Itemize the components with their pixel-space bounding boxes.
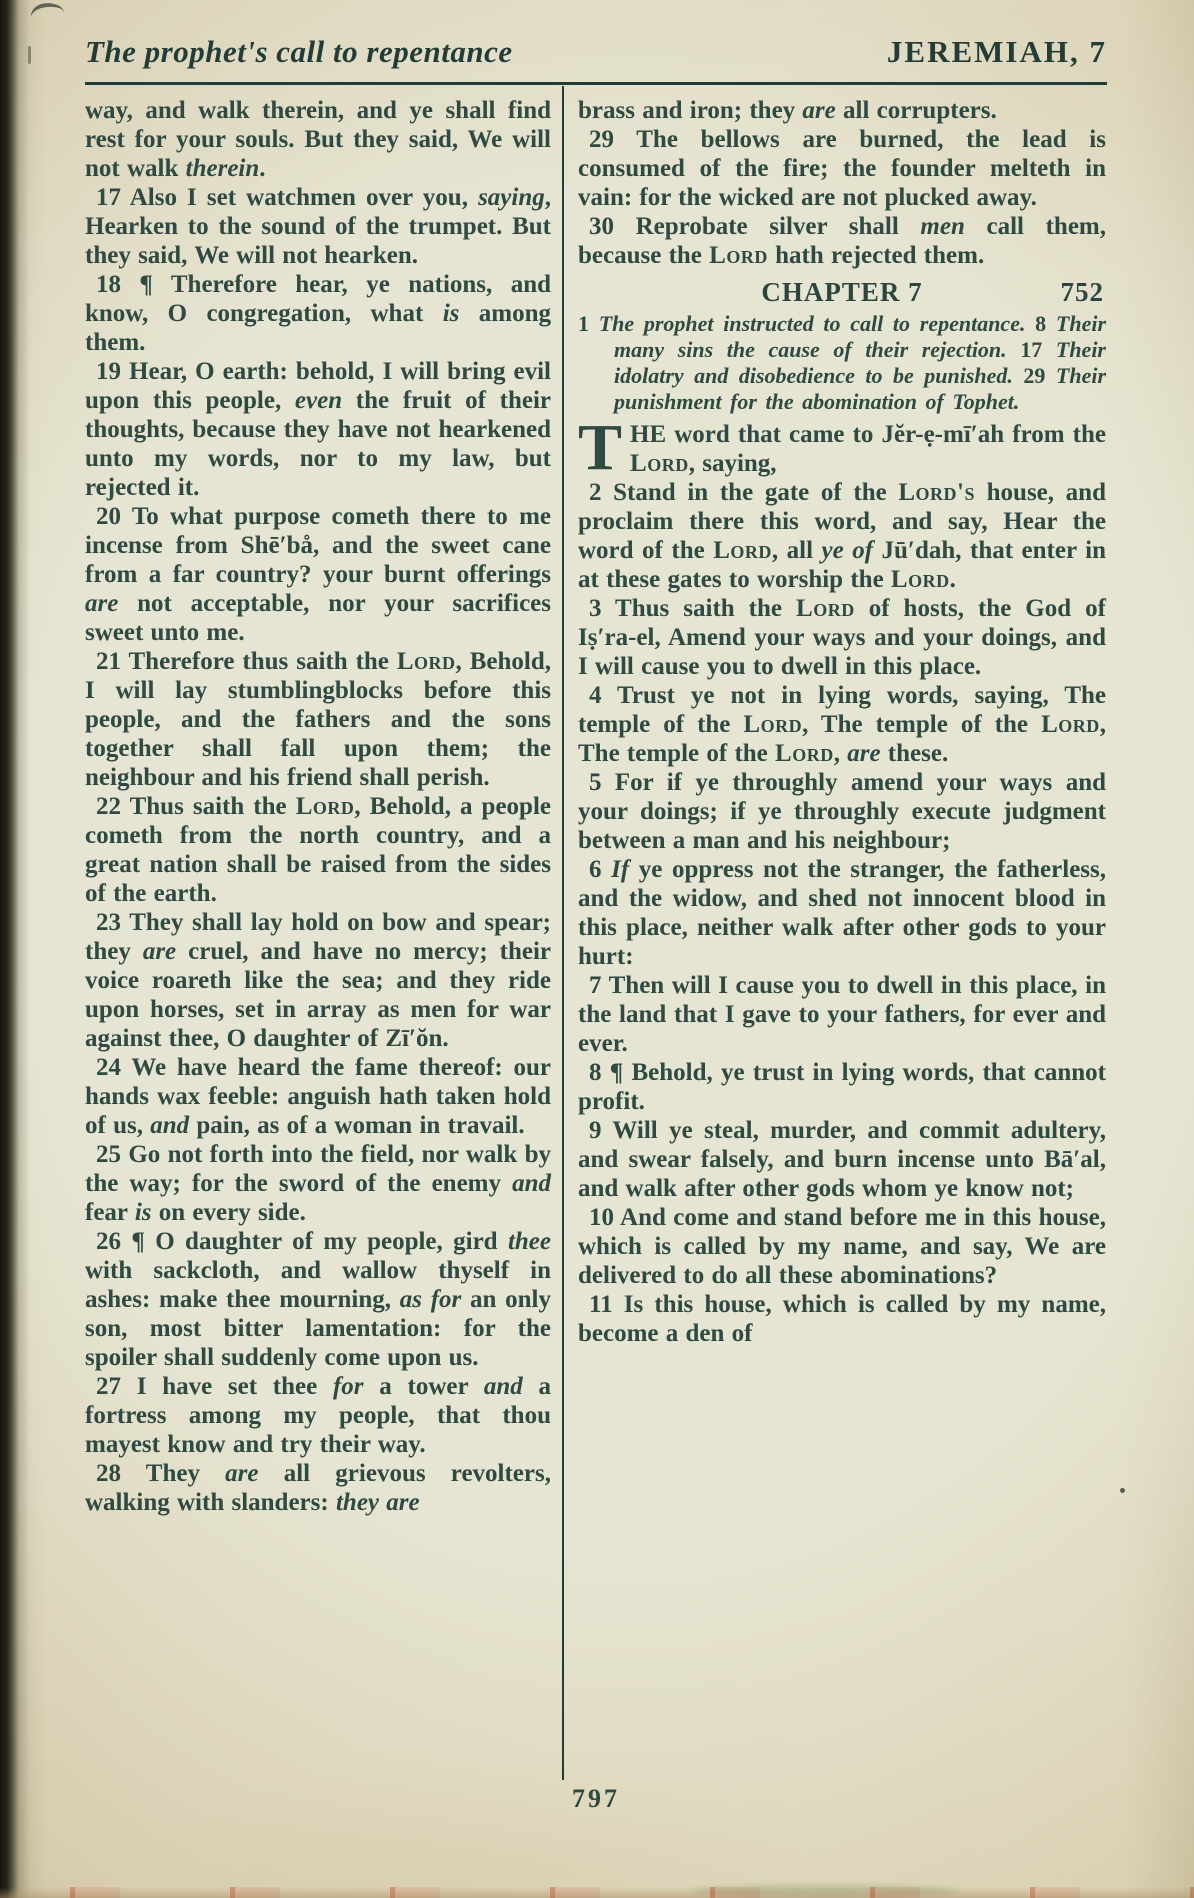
- verse-paragraph: 23 They shall lay hold on bow and spear; they are cruel, and have no mercy; their voice roareth like the sea; and they ride upon horses, set in array as men for war against thee, O daughter of Zī′ŏn.: [85, 909, 551, 1052]
- scan-artifact-tick: [28, 46, 31, 64]
- chapter-ref-number: 752: [1060, 277, 1104, 307]
- book-spine-edge: [0, 0, 30, 1898]
- verse-paragraph: 19 Hear, O earth: behold, I will bring evil upon this people, even the fruit of their thoughts, because they have not hearkened unto my words, nor to my law, but rejected it.: [85, 358, 551, 501]
- verse-paragraph: way, and walk therein, and ye shall find rest for your souls. But they said, We will not walk therein.: [85, 97, 551, 182]
- chapter-title: CHAPTER 7: [761, 277, 923, 307]
- page-number: 797: [572, 1784, 620, 1813]
- left-column: [85, 96, 551, 1517]
- verse-paragraph: 18 ¶ Therefore hear, ye nations, and know, O congregation, what is among them.: [85, 271, 551, 356]
- verse-paragraph: 11 Is this house, which is called by my name, become a den of: [578, 1291, 1106, 1347]
- verse-paragraph: 21 Therefore thus saith the Lord, Behold, I will lay stumblingblocks before this people, and the fathers and the sons together shall fall upon them; the neighbour and his friend shall perish.: [85, 648, 551, 791]
- verse-paragraph: 27 I have set thee for a tower and a fortress among my people, that thou mayest know and try their way.: [85, 1373, 551, 1458]
- chapter-summary: 1 The prophet instructed to call to repentance. 8 Their many sins the cause of their rejection. 17 Their idolatry and disobedience to be punished. 29 Their punishment for the abomination of Tophet.: [578, 311, 1107, 414]
- verse-paragraph: 10 And come and stand before me in this house, which is called by my name, and say, We are delivered to do all these abominations?: [578, 1204, 1106, 1289]
- verse-paragraph: 5 For if ye throughly amend your ways and your doings; if ye throughly execute judgment between a man and his neighbour;: [578, 769, 1106, 854]
- verse-paragraph: 17 Also I set watchmen over you, saying, Hearken to the sound of the trumpet. But they said, We will not hearken.: [85, 184, 551, 269]
- verse-paragraph: 9 Will ye steal, murder, and commit adultery, and swear falsely, and burn incense unto Bā′al, and walk after other gods whom ye know not;: [578, 1117, 1106, 1202]
- right-column: [578, 96, 1106, 1348]
- verse-paragraph-dropcap: THE word that came to Jĕr-ẹ-mī′ah from the Lord, saying,: [578, 411, 1106, 484]
- scan-artifact-squiggle: [29, 0, 66, 24]
- verse-paragraph: 20 To what purpose cometh there to me incense from Shē′bå, and the sweet cane from a far country? your burnt offerings are not acceptable, nor your sacrifices sweet unto me.: [85, 503, 551, 646]
- column-divider-rule: [562, 86, 564, 1780]
- verse-paragraph: brass and iron; they are all corrupters.: [578, 97, 997, 124]
- page-header: [85, 34, 1107, 70]
- verse-paragraph: 25 Go not forth into the field, nor walk by the way; for the sword of the enemy and fear is on every side.: [85, 1141, 551, 1226]
- running-title: The prophet's call to repentance: [85, 34, 513, 69]
- verse-paragraph: 8 ¶ Behold, ye trust in lying words, that cannot profit.: [578, 1059, 1106, 1115]
- chapter-heading: [578, 277, 1106, 307]
- verse-paragraph: 6 If ye oppress not the stranger, the fatherless, and the widow, and shed not innocent blood in this place, neither walk after other gods to your hurt:: [578, 856, 1106, 970]
- verse-paragraph: 24 We have heard the fame thereof: our hands wax feeble: anguish hath taken hold of us, and pain, as of a woman in travail.: [85, 1054, 551, 1139]
- scan-artifact-dot: [1120, 1488, 1125, 1493]
- verse-paragraph: 29 The bellows are burned, the lead is consumed of the fire; the founder melteth in vain: for the wicked are not plucked away.: [578, 126, 1106, 211]
- header-rule: [85, 82, 1107, 85]
- verse-paragraph: 26 ¶ O daughter of my people, gird thee with sackcloth, and wallow thyself in ashes: make thee mourning, as for an only son, most bitter lamentation: for the spoiler shall suddenly come upon us.: [85, 1228, 551, 1371]
- verse-paragraph: 7 Then will I cause you to dwell in this place, in the land that I gave to your fathers, for ever and ever.: [578, 972, 1106, 1057]
- verse-paragraph: 30 Reprobate silver shall men call them, because the Lord hath rejected them.: [578, 213, 1106, 269]
- verse-paragraph: 3 Thus saith the Lord of hosts, the God of Iṣ′ra-el, Amend your ways and your doings, and I will cause you to dwell in this place.: [578, 595, 1106, 680]
- verse-paragraph: 2 Stand in the gate of the Lord's house, and proclaim there this word, and say, Hear the word of the Lord, all ye of Jū′dah, that enter in at these gates to worship the Lord.: [578, 479, 1106, 593]
- verse-paragraph: 4 Trust ye not in lying words, saying, The temple of the Lord, The temple of the Lord, The temple of the Lord, are these.: [578, 682, 1106, 767]
- verse-paragraph: 22 Thus saith the Lord, Behold, a people cometh from the north country, and a great nation shall be raised from the sides of the earth.: [85, 793, 551, 907]
- page-bottom-edge: [0, 1887, 1194, 1898]
- verse-paragraph: 28 They are all grievous revolters, walking with slanders: they are: [85, 1460, 551, 1516]
- book-chapter-title: JEREMIAH, 7: [886, 34, 1107, 69]
